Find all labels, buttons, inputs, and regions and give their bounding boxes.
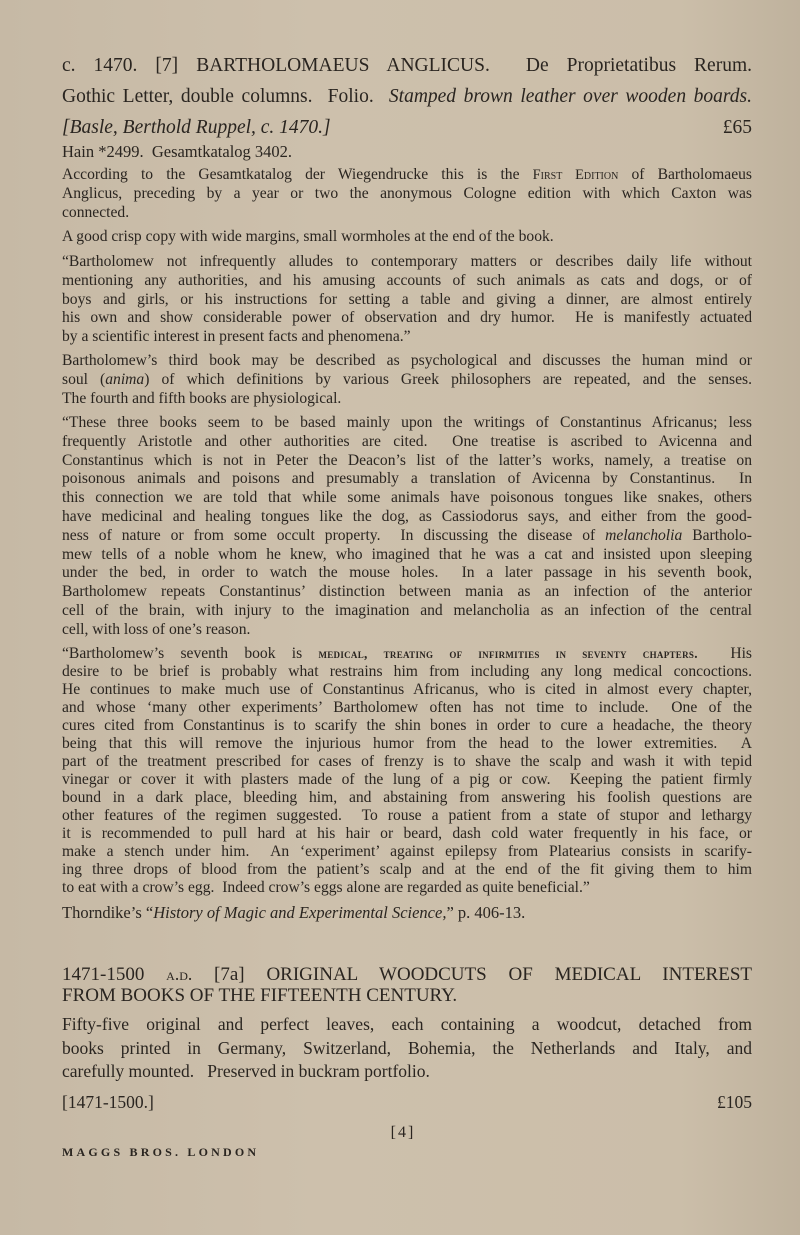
text-line xyxy=(62,228,752,247)
price: £105 xyxy=(717,1092,752,1112)
text-segment: The fourth and fifth books are physiological. xyxy=(62,389,342,407)
text-line xyxy=(62,861,752,879)
text-segment: “Bartholomew not infrequently alludes to contemporary matters or describes daily life without xyxy=(62,253,752,270)
text-segment: desire to be brief is probably what restrains him from including any long medical concoctions. xyxy=(62,663,752,680)
text-line xyxy=(62,1037,752,1061)
text-segment: to eat with a crow’s egg. Indeed crow’s eggs alone are regarded as quite beneficial.” xyxy=(62,879,590,896)
text-line xyxy=(62,185,752,204)
text-segment: c. 1470. [7] BARTHOLOMAEUS ANGLICUS. De Proprietatibus Rerum. xyxy=(62,55,752,76)
catalogue-entry-heading xyxy=(62,50,752,143)
text-line xyxy=(62,1060,752,1084)
text-segment: this connection we are told that while some animals have poisonous tongues like snakes, others xyxy=(62,489,752,507)
text-segment: mentioning any authorities, and his amusing accounts of such animals as cats and dogs, or of xyxy=(62,271,752,289)
text-line xyxy=(62,843,752,861)
text-segment: vinegar or cover it with plasters made of the lung of a pig or cow. Keeping the patient firmly xyxy=(62,771,752,788)
text-line xyxy=(62,825,752,843)
text-line xyxy=(62,414,752,433)
text-segment: make a stench under him. An ‘experiment’ against epilepsy from Platearius consists in scarify- xyxy=(62,843,752,860)
text-line xyxy=(62,789,752,807)
text-segment: ing three drops of blood from the patient’s scalp and at the end of the fit giving them to him xyxy=(62,861,752,878)
paragraph-quote-constantinus xyxy=(62,414,752,640)
text-line xyxy=(62,621,752,640)
text-segment: under the bed, in order to watch the mouse holes. In a later passage in his seventh book, xyxy=(62,564,752,582)
text-segment: part of the treatment prescribed for cases of frenzy is to shave the scalp and wash it with tepid xyxy=(62,753,752,770)
text-line xyxy=(62,50,752,81)
text-segment: bound in a dark place, bleeding him, and abstaining from answering his foolish questions are xyxy=(62,789,752,806)
text-segment: Hain *2499. Gesamtkatalog 3402. xyxy=(62,142,293,161)
italic-text: Stamped brown leather over wooden boards. xyxy=(388,86,752,107)
text-line xyxy=(62,452,752,471)
text-segment: According to the Gesamtkatalog der Wiegendrucke this is the xyxy=(62,166,533,183)
text-segment: cures cited from Constantinus is to scarify the shin bones in order to cure a headache, the theory xyxy=(62,717,752,734)
italic-text: History of Magic and Experimental Science, xyxy=(153,903,447,922)
text-line xyxy=(62,508,752,527)
text-line xyxy=(62,1013,752,1037)
text-line xyxy=(62,681,752,699)
text-line xyxy=(62,753,752,771)
paragraph-first-edition xyxy=(62,166,752,222)
text-line xyxy=(62,81,752,112)
text-segment: Bartholo- xyxy=(682,526,752,544)
text-line xyxy=(62,253,752,272)
text-line xyxy=(62,527,752,546)
small-caps-text: First Edition xyxy=(532,167,619,183)
bibliographic-reference xyxy=(62,142,752,162)
text-line xyxy=(62,371,752,390)
date-and-price-line xyxy=(62,1091,752,1114)
text-line xyxy=(62,142,752,162)
text-line xyxy=(62,166,752,185)
citation-thorndike xyxy=(62,903,752,923)
text-segment: his own and show considerable power of observation and dry humor. He is manifestly actuated xyxy=(62,309,752,327)
small-caps-text: medical, treating of infirmities in seventy chapters. xyxy=(318,646,698,661)
paragraph-quote-daily-life xyxy=(62,253,752,347)
text-line xyxy=(62,699,752,717)
text-segment: [1471-1500.] xyxy=(62,1092,154,1112)
text-segment: [7a] ORIGINAL WOODCUTS OF MEDICAL INTEREST xyxy=(192,964,752,985)
text-line xyxy=(62,390,752,409)
text-segment: ness of nature or from some occult property. In discussing the disease of xyxy=(62,526,606,544)
paragraph-third-book xyxy=(62,352,752,408)
italic-text: melancholia xyxy=(605,526,683,544)
text-line xyxy=(62,112,752,143)
text-segment: mew tells of a noble whom he knew, who imagined that he was a cat and insisted upon sleeping xyxy=(62,545,752,563)
text-line xyxy=(62,328,752,347)
text-line xyxy=(62,489,752,508)
text-segment: of Bartholomaeus xyxy=(618,166,752,183)
text-segment: 1471-1500 xyxy=(62,964,167,985)
text-line xyxy=(62,602,752,621)
text-segment: cell of the brain, with injury to the imagination and melancholia as an infection of the central xyxy=(62,601,752,619)
text-line xyxy=(62,433,752,452)
text-segment: A good crisp copy with wide margins, small wormholes at the end of the book. xyxy=(62,228,554,245)
paragraph-quote-seventh-book xyxy=(62,645,752,897)
paragraph-condition xyxy=(62,228,752,247)
text-segment: cell, with loss of one’s reason. xyxy=(62,620,251,638)
text-segment: ” p. 406-13. xyxy=(446,903,526,922)
text-segment: carefully mounted. Preserved in buckram portfolio. xyxy=(62,1061,430,1081)
text-line xyxy=(62,964,752,985)
text-segment: FROM BOOKS OF THE FIFTEENTH CENTURY. xyxy=(62,985,458,1006)
text-line xyxy=(62,717,752,735)
catalogue-entry-heading-woodcuts xyxy=(62,964,752,1006)
text-segment: frequently Aristotle and other authorities are cited. One treatise is ascribed to Avicenna and xyxy=(62,432,752,450)
text-segment: soul ( xyxy=(62,370,106,388)
italic-text: anima xyxy=(105,370,145,388)
page-number: [4] xyxy=(390,1124,416,1141)
text-segment: poisonous animals and poisons and presumably a translation of Avicenna by Constantinus. In xyxy=(62,470,752,488)
text-line xyxy=(62,903,752,923)
text-line xyxy=(62,663,752,681)
text-segment: boys and girls, or his instructions for setting a table and giving a dinner, are almost entirely xyxy=(62,290,752,308)
text-segment: He continues to make much use of Constantinus Africanus, who is cited in almost every chapter, xyxy=(62,681,752,698)
text-line xyxy=(62,272,752,291)
text-segment: it is recommended to pull hard at his hair or beard, dash cold water frequently in his face, or xyxy=(62,825,752,842)
text-segment: ) of which definitions by various Greek philosophers are repeated, and the senses. xyxy=(144,370,752,388)
text-segment: by a scientific interest in present facts and phenomena.” xyxy=(62,328,411,346)
text-segment: Bartholomew’s third book may be described as psychological and discusses the human mind or xyxy=(62,352,752,369)
text-segment: other features of the regimen suggested. To rouse a patient from a state of stupor and lethargy xyxy=(62,807,752,824)
text-segment: Constantinus which is not in Peter the Deacon’s list of the latter’s works, namely, a treatise on xyxy=(62,451,752,469)
text-line xyxy=(62,735,752,753)
text-line xyxy=(62,583,752,602)
text-segment: Bartholomew repeats Constantinus’ distinction between mania as an infection of the anterior xyxy=(62,583,752,601)
text-line xyxy=(62,807,752,825)
text-segment: and whose ‘many other experiments’ Bartholomew often has not time to include. One of the xyxy=(62,699,752,716)
text-segment: being that this will remove the injurious humor from the head to the lower extremities. A xyxy=(62,735,752,752)
small-caps-text: a.d. xyxy=(166,964,193,984)
text-segment: “Bartholomew’s seventh book is xyxy=(62,645,319,662)
paragraph-woodcuts-description xyxy=(62,1013,752,1084)
italic-text: [Basle, Berthold Ruppel, c. 1470.] xyxy=(62,117,331,138)
publisher-footer: MAGGS BROS. LONDON xyxy=(62,1145,260,1159)
text-segment: “These three books seem to be based mainly upon the writings of Constantinus Africanus; less xyxy=(62,414,752,431)
text-segment: have medicinal and healing tongues like the dog, as Cassiodorus says, and either from the good- xyxy=(62,507,752,525)
text-segment: Thorndike’s “ xyxy=(62,903,154,922)
text-line xyxy=(62,564,752,583)
text-line xyxy=(62,204,752,223)
text-line xyxy=(62,645,752,663)
text-line xyxy=(62,985,752,1006)
text-segment: His xyxy=(697,645,752,662)
text-line xyxy=(62,879,752,897)
text-line xyxy=(62,291,752,310)
text-segment: Gothic Letter, double columns. Folio. xyxy=(62,86,389,107)
text-line xyxy=(62,546,752,565)
text-line xyxy=(62,470,752,489)
price: £65 xyxy=(722,117,752,138)
text-line xyxy=(62,1091,752,1114)
text-segment: connected. xyxy=(62,203,130,221)
text-line xyxy=(62,352,752,371)
text-segment: Anglicus, preceding by a year or two the anonymous Cologne edition with which Caxton was xyxy=(62,184,752,202)
text-line xyxy=(62,309,752,328)
text-segment: Fifty-five original and perfect leaves, each containing a woodcut, detached from xyxy=(62,1014,752,1034)
text-segment: books printed in Germany, Switzerland, Bohemia, the Netherlands and Italy, and xyxy=(62,1037,752,1058)
text-line xyxy=(62,771,752,789)
